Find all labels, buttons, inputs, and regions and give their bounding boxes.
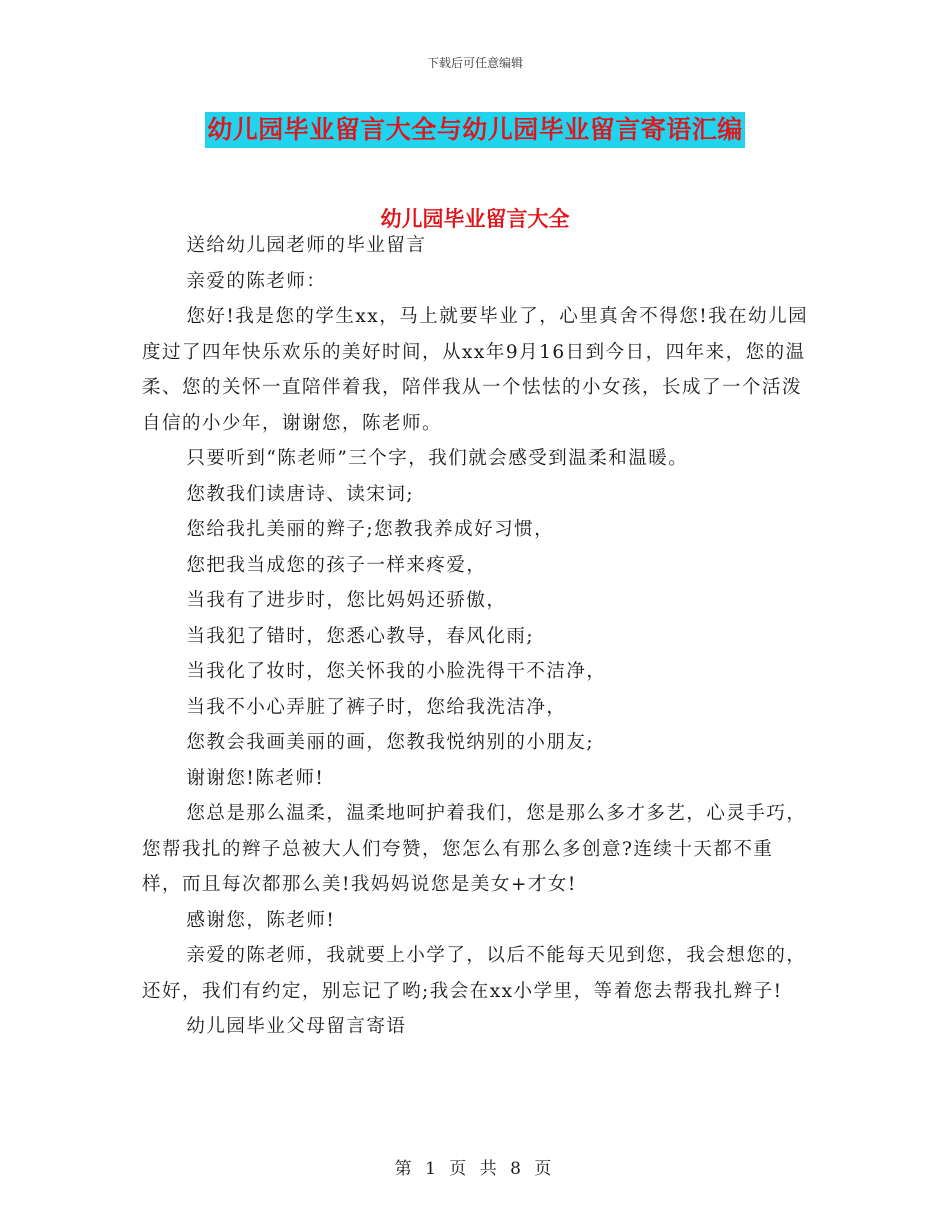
paragraph: 亲爱的陈老师，我就要上小学了，以后不能每天见到您，我会想您的，还好，我们有约定，别忘记了哟;我会在xx小学里，等着您去帮我扎辫子! [142, 945, 807, 1002]
paragraph: 您总是那么温柔，温柔地呵护着我们，您是那么多才多艺，心灵手巧，您帮我扎的辫子总被大人们夸赞，您怎么有那么多创意?连续十天都不重样，而且每次都那么美!我妈妈说您是美女+才女! [142, 803, 807, 895]
paragraph: 您给我扎美丽的辫子;您教我养成好习惯， [186, 519, 555, 540]
paragraph: 当我不小心弄脏了裤子时，您给我洗洁净， [186, 696, 567, 718]
paragraph: 当我犯了错时，您悉心教导，春风化雨; [186, 625, 535, 647]
paragraph: 幼儿园毕业父母留言寄语 [186, 1016, 407, 1037]
document-body [142, 228, 810, 1045]
paragraph: 只要听到“陈老师”三个字，我们就会感受到温柔和温暖。 [186, 448, 689, 469]
document-title [0, 112, 950, 148]
header-note: 下载后可任意编辑 [426, 56, 523, 70]
paragraph: 您好!我是您的学生xx，马上就要毕业了，心里真舍不得您!我在幼儿园度过了四年快乐欢乐的美好时间，从xx年9月16日到今日，四年来，您的温柔、您的关怀一直陪伴着我，陪伴我从一个怯怯的小女孩，长成了一个活泼自信的小少年，谢谢您，陈老师。 [142, 306, 809, 434]
paragraph: 当我有了进步时，您比妈妈还骄傲， [186, 590, 507, 611]
paragraph: 您教会我画美丽的画，您教我悦纳别的小朋友; [186, 732, 595, 753]
page-footer: 第 1 页 共 8 页 [394, 1159, 556, 1179]
document-title-text: 幼儿园毕业留言大全与幼儿园毕业留言寄语汇编 [205, 112, 745, 148]
paragraph: 送给幼儿园老师的毕业留言 [186, 235, 427, 256]
paragraph: 您教我们读唐诗、读宋词; [186, 483, 415, 505]
paragraph: 当我化了妆时，您关怀我的小脸洗得干不洁净， [186, 661, 607, 682]
paragraph: 感谢您，陈老师! [186, 909, 336, 931]
paragraph: 亲爱的陈老师： [186, 270, 327, 292]
paragraph: 您把我当成您的孩子一样来疼爱， [186, 554, 487, 576]
paragraph: 谢谢您!陈老师! [186, 767, 325, 789]
section-title: 幼儿园毕业留言大全 [380, 207, 570, 231]
